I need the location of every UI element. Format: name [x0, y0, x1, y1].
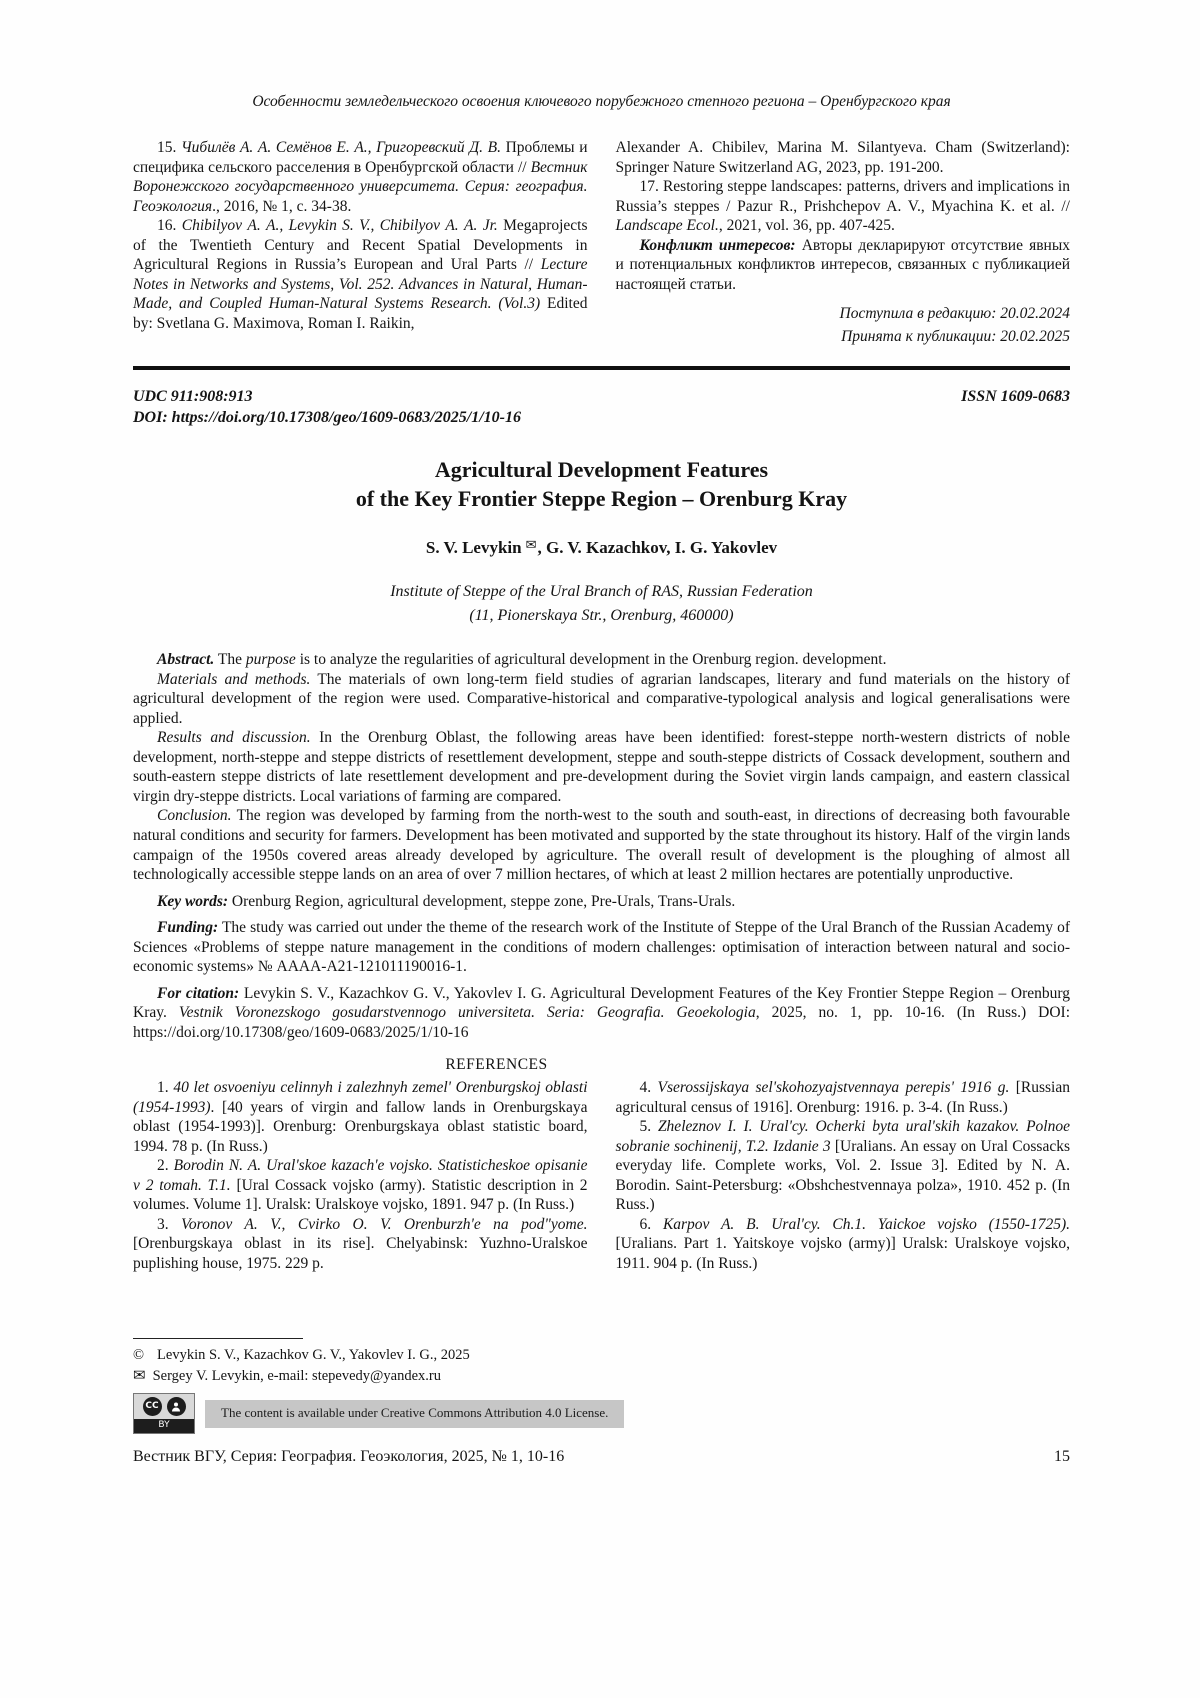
text-segment: The materials of own long-term field studies of agrarian landscapes, literary and fund materials on the history of agricultural development of the region were used. Comparative-historical and comparative-typological analysis and logical generalisations were applied.: [133, 670, 1071, 727]
text-segment: Karpov A. B. Ural'cy. Ch.1. Yaickoe vojsko (1550-1725).: [662, 1215, 1070, 1233]
cc-icon: CC: [143, 1397, 162, 1416]
text-segment: 15.: [157, 139, 181, 157]
abstract-paragraph: [133, 650, 1070, 670]
license-row: [133, 1393, 1070, 1434]
page-footer: [133, 1448, 1070, 1466]
references-left-column: [133, 1078, 588, 1273]
text-segment: Чибилёв А. А. Семёнов Е. А., Григоревский Д. В.: [181, 139, 501, 157]
cc-badge-icons: [134, 1394, 194, 1419]
top-refs-right-column: [616, 138, 1071, 346]
text-segment: Abstract.: [157, 651, 215, 669]
text-segment: Zheleznov I. I. Ural'cy. Ocherki byta ural'skih kazakov. Polnoe sobranie sochinenij, T.2. Izdanie 3: [615, 1118, 1070, 1155]
text-segment: 4.: [639, 1079, 658, 1097]
text-segment: purpose: [245, 651, 296, 669]
affiliation: [133, 580, 1070, 628]
reference-continuation: [616, 138, 1071, 177]
text-segment: 16.: [157, 217, 182, 235]
reference-item: [133, 1078, 588, 1156]
text-segment: 6.: [639, 1215, 663, 1233]
abstract-paragraph: [133, 806, 1070, 884]
text-segment: In the Orenburg Oblast, the following areas have been identified: forest-steppe north-western districts of noble development, north-steppe and steppe districts of resettlement development, steppe and south-steppe districts of Cossack development, southern and south-eastern steppe districts of late resettlement development and pre-development during the Soviet virgin lands campaign, and eastern classical virgin dry-steppe districts. Local variations of farming are compared.: [133, 729, 1070, 805]
abstract-paragraph: [133, 670, 1070, 729]
reference-item: [133, 138, 588, 216]
conflict-of-interest: [616, 236, 1071, 295]
footer-journal-title: Вестник ВГУ, Серия: География. Геоэкология, 2025, № 1, 10-16: [133, 1448, 565, 1465]
text-segment: [Ural Cossack vojsko (army). Statistic description in 2 volumes. Volume 1]. Uralsk: Uralskoye vojsko, 1891. 947 p. (In Russ.): [133, 1176, 588, 1214]
text-segment: Проблемы и специфика сельского расселения в Оренбургской области //: [133, 139, 588, 176]
funding-paragraph: [133, 918, 1070, 977]
corresponding-author-email: Sergey V. Levykin, e-mail: stepevedy@yandex.ru: [152, 1368, 441, 1385]
references-right-column: [616, 1078, 1071, 1273]
abstract-section: [133, 650, 1070, 1042]
text-segment: 3.: [157, 1215, 182, 1233]
text-segment: Landscape Ecol.: [615, 217, 719, 235]
text-segment: Вестник Воронежского государственного университета. Серия: география. Геоэкология: [133, 158, 588, 215]
text-segment: , 2021, vol. 36, pp. 407-425.: [718, 217, 895, 235]
reference-item: [133, 1215, 588, 1274]
author-name: S. V. Levykin: [425, 538, 522, 558]
text-segment: 2.: [157, 1157, 174, 1175]
text-segment: is to analyze the regularities of agricultural development in the Orenburg region. development.: [295, 651, 887, 669]
text-segment: Конфликт интересов:: [639, 236, 796, 254]
email-icon: ✉: [133, 1366, 146, 1385]
text-segment: Funding:: [157, 919, 219, 937]
keywords-paragraph: [133, 892, 1070, 912]
citation-paragraph: [133, 984, 1070, 1043]
udc-code: UDC 911:908:913: [133, 388, 253, 406]
text-segment: Results and discussion.: [157, 729, 311, 747]
text-segment: Borodin N. A. Ural'skoe kazach'e vojsko. Statisticheskoe opisanie v 2 tomah. T.1.: [133, 1157, 588, 1194]
text-segment: , 2025, no. 1, pp. 10-16. (In Russ.) DOI: https://doi.org/10.17308/geo/1609-0683/2025/1/10-16: [133, 1004, 1070, 1041]
references-heading: REFERENCES: [445, 1056, 548, 1074]
reference-item: [616, 177, 1071, 236]
reference-item: [133, 1156, 588, 1215]
authors-line: [133, 538, 1070, 558]
accepted-date: Принята к публикации: 20.02.2025: [841, 327, 1070, 345]
text-segment: [Uralians. An essay on Ural Cossacks everyday life. Complete works, Vol. 2. Issue 3]. Edited by N. A. Borodin. Saint-Petersburg: «Obshchestvennaya polza», 1910. 452 p. (In Russ.): [615, 1137, 1070, 1214]
copyright-icon: ©: [133, 1346, 145, 1363]
copyright-text: Levykin S. V., Kazachkov G. V., Yakovlev I. G., 2025: [157, 1346, 470, 1363]
abstract-paragraph: [133, 728, 1070, 806]
text-segment: For citation:: [157, 984, 240, 1002]
text-segment: Chibilyov А. А., Levykin S. V., Chibilyov А. А. Jr.: [181, 217, 498, 235]
text-segment: Edited by: Svetlana G. Maximova, Roman I. Raikin,: [133, 295, 588, 332]
text-segment: 5.: [639, 1118, 658, 1136]
text-segment: The study was carried out under the theme of the research work of the Institute of Steppe of the Ural Branch of the Russian Academy of Sciences «Problems of steppe nature management in the conditions of modern challenges: optimisation of interaction between natural and socio-economic systems» № АААА-А21-121011190016-1.: [133, 919, 1070, 976]
author-names: , G. V. Kazachkov, I. G. Yakovlev: [537, 538, 778, 558]
email-icon: ✉: [525, 538, 537, 554]
cc-by-badge: [133, 1393, 195, 1434]
text-segment: . [40 years of virgin and fallow lands in Orenburgskaya oblast (1954-1993)]. Orenburg: Orenburgskaya oblast statistic board, 1994. 78 p. (In Russ.): [133, 1098, 588, 1155]
text-segment: The region was developed by farming from the north-west to the south and south-east, in directions of decreasing both favourable natural conditions and security for farmers. Development has been motivated and supported by the state throughout its history. Half of the virgin lands campaign of the 1950s covered areas already developed by agriculture. The overall result of development is the ploughing of almost all technologically accessible steppe lands on an area of over 7 million hectares, of which at least 2 million hectares are potentially unproductive.: [133, 807, 1070, 884]
affiliation-line-2: (11, Pionerskaya Str., Orenburg, 460000): [469, 607, 734, 625]
doi-line: DOI: https://doi.org/10.17308/geo/1609-0683/2025/1/10-16: [133, 409, 521, 427]
text-segment: [Russian agricultural census of 1916]. Orenburg: 1916. p. 3-4. (In Russ.): [615, 1079, 1070, 1116]
text-segment: Vestnik Voronezskogo gosudarstvennogo universiteta. Seria: Geografia. Geoekologia: [178, 1004, 756, 1022]
top-references-section: [133, 138, 1070, 346]
text-segment: [Uralians. Part 1. Yaitskoye vojsko (army)] Uralsk: Uralskoye vojsko, 1911. 904 p. (In Russ.): [615, 1235, 1070, 1272]
text-segment: Alexander A. Chibilev, Marina M. Silantyeva. Cham (Switzerland): Springer Nature Switzerland AG, 2023, pp. 191-200.: [615, 139, 1070, 176]
affiliation-line-1: Institute of Steppe of the Ural Branch of RAS, Russian Federation: [390, 583, 813, 601]
article-meta-row: [133, 388, 1070, 406]
reference-item: [616, 1117, 1071, 1215]
article-title: [133, 455, 1070, 513]
received-date: Поступила в редакцию: 20.02.2024: [839, 305, 1070, 323]
text-segment: Orenburg Region, agricultural development, steppe zone, Pre-Urals, Trans-Urals.: [228, 892, 736, 910]
text-segment: 40 let osvoeniyu celinnyh i zalezhnyh zemel' Orenburgskoj oblasti (1954-1993): [133, 1079, 588, 1116]
license-text: The content is available under Creative Commons Attribution 4.0 License.: [205, 1400, 624, 1428]
corresponding-author-line: [133, 1366, 1070, 1386]
text-segment: Materials and methods.: [157, 670, 311, 688]
copyright-line: [133, 1346, 1070, 1365]
text-segment: Lecture Notes in Networks and Systems, Vol. 252. Advances in Natural, Human-Made, and Coupled Human-Natural Systems Research. (Vol.3): [133, 256, 588, 313]
text-segment: The: [214, 651, 246, 669]
text-segment: Voronov A. V., Cvirko O. V. Orenburzh'e na pod"yome.: [181, 1215, 588, 1233]
issn-code: ISSN 1609-0683: [961, 388, 1070, 406]
title-line-1: Agricultural Development Features: [434, 457, 769, 483]
text-segment: Key words:: [157, 892, 229, 910]
text-segment: [Orenburgskaya oblast in its rise]. Chelyabinsk: Yuzhno-Uralskoe puplishing house, 1975. 229 p.: [133, 1235, 588, 1272]
top-refs-left-column: [133, 138, 588, 346]
text-segment: 1.: [157, 1079, 174, 1097]
reference-item: [616, 1215, 1071, 1274]
references-section: [133, 1078, 1070, 1273]
text-segment: Conclusion.: [157, 807, 232, 825]
reference-item: [616, 1078, 1071, 1117]
text-segment: Vserossijskaya sel'skohozyajstvennaya perepis' 1916 g.: [657, 1079, 1010, 1097]
running-head: Особенности земледельческого освоения ключевого порубежного степного региона – Оренбургского края: [252, 93, 951, 110]
footnote-block: [133, 1338, 1070, 1434]
person-icon: [167, 1397, 186, 1416]
title-line-2: of the Key Frontier Steppe Region – Orenburg Kray: [355, 486, 848, 512]
text-segment: ., 2016, № 1, с. 34-38.: [212, 197, 352, 215]
footnote-separator: [133, 1338, 303, 1339]
cc-by-label: BY: [134, 1419, 194, 1433]
text-segment: 17. Restoring steppe landscapes: patterns, drivers and implications in Russia’s steppes / Pazur R., Prishchepov A. V., Myachina K. et al. //: [615, 178, 1070, 215]
footer-page-number: 15: [1054, 1448, 1070, 1465]
reference-item: [133, 216, 588, 333]
text-segment: Levykin S. V., Kazachkov G. V., Yakovlev I. G. Agricultural Development Features of the Key Frontier Steppe Region – Orenburg Kray.: [133, 984, 1071, 1022]
text-segment: Megaprojects of the Twentieth Century and Recent Spatial Developments in Agricultural Regions in Russia’s European and Ural Parts //: [133, 217, 588, 274]
text-segment: Авторы декларируют отсутствие явных и потенциальных конфликтов интересов, связанных с публикацией настоящей статьи.: [615, 236, 1070, 293]
section-divider: [133, 366, 1070, 370]
